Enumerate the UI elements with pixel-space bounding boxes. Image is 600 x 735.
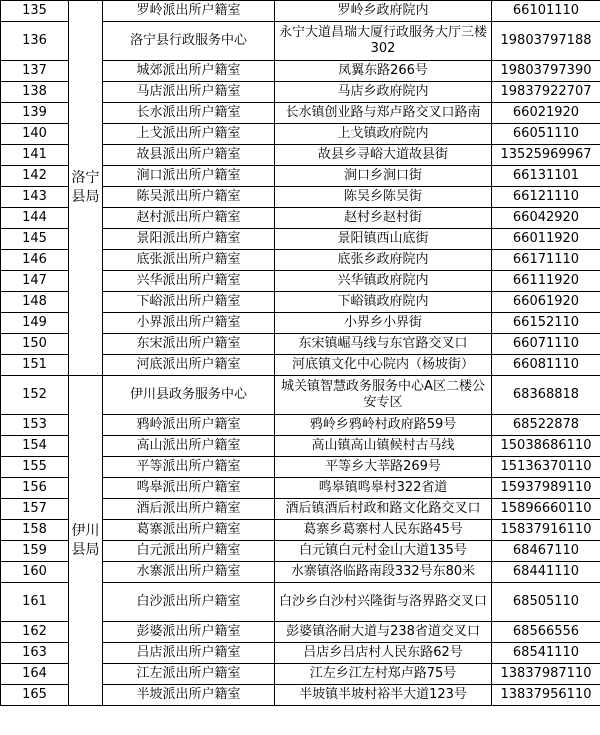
phone-number: 15837916110 [492, 520, 600, 541]
phone-number: 68522878 [492, 415, 600, 436]
office-address: 故县乡寻峪大道故县街 [275, 145, 492, 166]
office-address: 半坡镇半坡村裕半大道123号 [275, 685, 492, 706]
office-name: 洛宁县行政服务中心 [103, 22, 275, 61]
row-number: 141 [1, 145, 69, 166]
office-address: 河底镇文化中心院内（杨坡街） [275, 355, 492, 376]
office-address: 白沙乡白沙村兴隆街与洛界路交叉口 [275, 583, 492, 622]
phone-number: 13837987110 [492, 664, 600, 685]
office-name: 东宋派出所户籍室 [103, 334, 275, 355]
row-number: 152 [1, 376, 69, 415]
office-address: 葛寨乡葛寨村人民东路45号 [275, 520, 492, 541]
office-address: 陈吴乡陈吴街 [275, 187, 492, 208]
phone-number: 19837922707 [492, 82, 600, 103]
office-name: 鸣皋派出所户籍室 [103, 478, 275, 499]
row-number: 145 [1, 229, 69, 250]
office-address: 小界乡小界街 [275, 313, 492, 334]
row-number: 136 [1, 22, 69, 61]
row-number: 146 [1, 250, 69, 271]
office-name: 景阳派出所户籍室 [103, 229, 275, 250]
office-address: 景阳镇西山底街 [275, 229, 492, 250]
office-address: 兴华镇政府院内 [275, 271, 492, 292]
row-number: 154 [1, 436, 69, 457]
phone-number: 66051110 [492, 124, 600, 145]
office-name: 小界派出所户籍室 [103, 313, 275, 334]
county-bureau: 洛宁县局 [69, 1, 103, 376]
phone-number: 19803797188 [492, 22, 600, 61]
phone-number: 66071110 [492, 334, 600, 355]
office-name: 涧口派出所户籍室 [103, 166, 275, 187]
office-name: 平等派出所户籍室 [103, 457, 275, 478]
row-number: 164 [1, 664, 69, 685]
row-number: 163 [1, 643, 69, 664]
row-number: 147 [1, 271, 69, 292]
row-number: 162 [1, 622, 69, 643]
office-address: 鸦岭乡鸦岭村政府路59号 [275, 415, 492, 436]
row-number: 158 [1, 520, 69, 541]
row-number: 156 [1, 478, 69, 499]
office-name: 半坡派出所户籍室 [103, 685, 275, 706]
phone-number: 68368818 [492, 376, 600, 415]
row-number: 159 [1, 541, 69, 562]
phone-number: 15038686110 [492, 436, 600, 457]
phone-number: 68505110 [492, 583, 600, 622]
office-name: 陈吴派出所户籍室 [103, 187, 275, 208]
office-name: 故县派出所户籍室 [103, 145, 275, 166]
row-number: 138 [1, 82, 69, 103]
phone-number: 66171110 [492, 250, 600, 271]
office-name: 上戈派出所户籍室 [103, 124, 275, 145]
row-number: 153 [1, 415, 69, 436]
phone-number: 15136370110 [492, 457, 600, 478]
phone-number: 66152110 [492, 313, 600, 334]
row-number: 155 [1, 457, 69, 478]
phone-number: 66081110 [492, 355, 600, 376]
office-address: 上戈镇政府院内 [275, 124, 492, 145]
office-address: 底张乡政府院内 [275, 250, 492, 271]
office-name: 底张派出所户籍室 [103, 250, 275, 271]
office-address: 凤翼东路266号 [275, 61, 492, 82]
row-number: 160 [1, 562, 69, 583]
office-name: 吕店派出所户籍室 [103, 643, 275, 664]
phone-number: 66111920 [492, 271, 600, 292]
office-address: 下峪镇政府院内 [275, 292, 492, 313]
row-number: 165 [1, 685, 69, 706]
table-row [1, 376, 600, 415]
office-name: 下峪派出所户籍室 [103, 292, 275, 313]
office-address: 吕店乡吕店村人民东路62号 [275, 643, 492, 664]
office-address: 彭婆镇洛耐大道与238省道交叉口 [275, 622, 492, 643]
phone-number: 66131101 [492, 166, 600, 187]
phone-number: 66101110 [492, 1, 600, 22]
office-address: 罗岭乡政府院内 [275, 1, 492, 22]
office-name: 城郊派出所户籍室 [103, 61, 275, 82]
row-number: 143 [1, 187, 69, 208]
phone-number: 66042920 [492, 208, 600, 229]
row-number: 139 [1, 103, 69, 124]
phone-number: 13525969967 [492, 145, 600, 166]
office-address: 永宁大道昌瑞大厦行政服务大厅三楼302 [275, 22, 492, 61]
registry-table-body [1, 1, 600, 706]
office-address: 长水镇创业路与郑卢路交叉口路南 [275, 103, 492, 124]
office-address: 平等乡大莘路269号 [275, 457, 492, 478]
office-name: 彭婆派出所户籍室 [103, 622, 275, 643]
office-address: 江左乡江左村郑卢路75号 [275, 664, 492, 685]
phone-number: 15896660110 [492, 499, 600, 520]
phone-number: 66021920 [492, 103, 600, 124]
phone-number: 66061920 [492, 292, 600, 313]
office-name: 长水派出所户籍室 [103, 103, 275, 124]
phone-number: 68467110 [492, 541, 600, 562]
office-address: 白元镇白元村金山大道135号 [275, 541, 492, 562]
row-number: 151 [1, 355, 69, 376]
office-name: 高山派出所户籍室 [103, 436, 275, 457]
row-number: 157 [1, 499, 69, 520]
row-number: 150 [1, 334, 69, 355]
office-name: 兴华派出所户籍室 [103, 271, 275, 292]
office-name: 水寨派出所户籍室 [103, 562, 275, 583]
office-name: 罗岭派出所户籍室 [103, 1, 275, 22]
table-row [1, 1, 600, 22]
office-name: 鸦岭派出所户籍室 [103, 415, 275, 436]
office-name: 白沙派出所户籍室 [103, 583, 275, 622]
row-number: 142 [1, 166, 69, 187]
office-name: 赵村派出所户籍室 [103, 208, 275, 229]
row-number: 144 [1, 208, 69, 229]
office-name: 葛寨派出所户籍室 [103, 520, 275, 541]
office-address: 赵村乡赵村街 [275, 208, 492, 229]
row-number: 148 [1, 292, 69, 313]
office-address: 高山镇高山镇候村古马线 [275, 436, 492, 457]
phone-number: 66121110 [492, 187, 600, 208]
phone-number: 68541110 [492, 643, 600, 664]
phone-number: 66011920 [492, 229, 600, 250]
row-number: 140 [1, 124, 69, 145]
office-name: 酒后派出所户籍室 [103, 499, 275, 520]
office-address: 水寨镇洛临路南段332号东80米 [275, 562, 492, 583]
office-address: 东宋镇崛马线与东官路交叉口 [275, 334, 492, 355]
office-address: 马店乡政府院内 [275, 82, 492, 103]
office-address: 酒后镇酒后村政和路文化路交叉口 [275, 499, 492, 520]
phone-number: 19803797390 [492, 61, 600, 82]
office-name: 伊川县政务服务中心 [103, 376, 275, 415]
row-number: 137 [1, 61, 69, 82]
office-name: 马店派出所户籍室 [103, 82, 275, 103]
phone-number: 68441110 [492, 562, 600, 583]
county-bureau: 伊川县局 [69, 376, 103, 706]
phone-number: 15937989110 [492, 478, 600, 499]
office-address: 城关镇智慧政务服务中心A区二楼公安专区 [275, 376, 492, 415]
office-address: 鸣皋镇鸣皋村322省道 [275, 478, 492, 499]
row-number: 149 [1, 313, 69, 334]
office-name: 河底派出所户籍室 [103, 355, 275, 376]
office-name: 江左派出所户籍室 [103, 664, 275, 685]
office-address: 涧口乡涧口街 [275, 166, 492, 187]
row-number: 135 [1, 1, 69, 22]
office-name: 白元派出所户籍室 [103, 541, 275, 562]
row-number: 161 [1, 583, 69, 622]
phone-number: 13837956110 [492, 685, 600, 706]
phone-number: 68566556 [492, 622, 600, 643]
